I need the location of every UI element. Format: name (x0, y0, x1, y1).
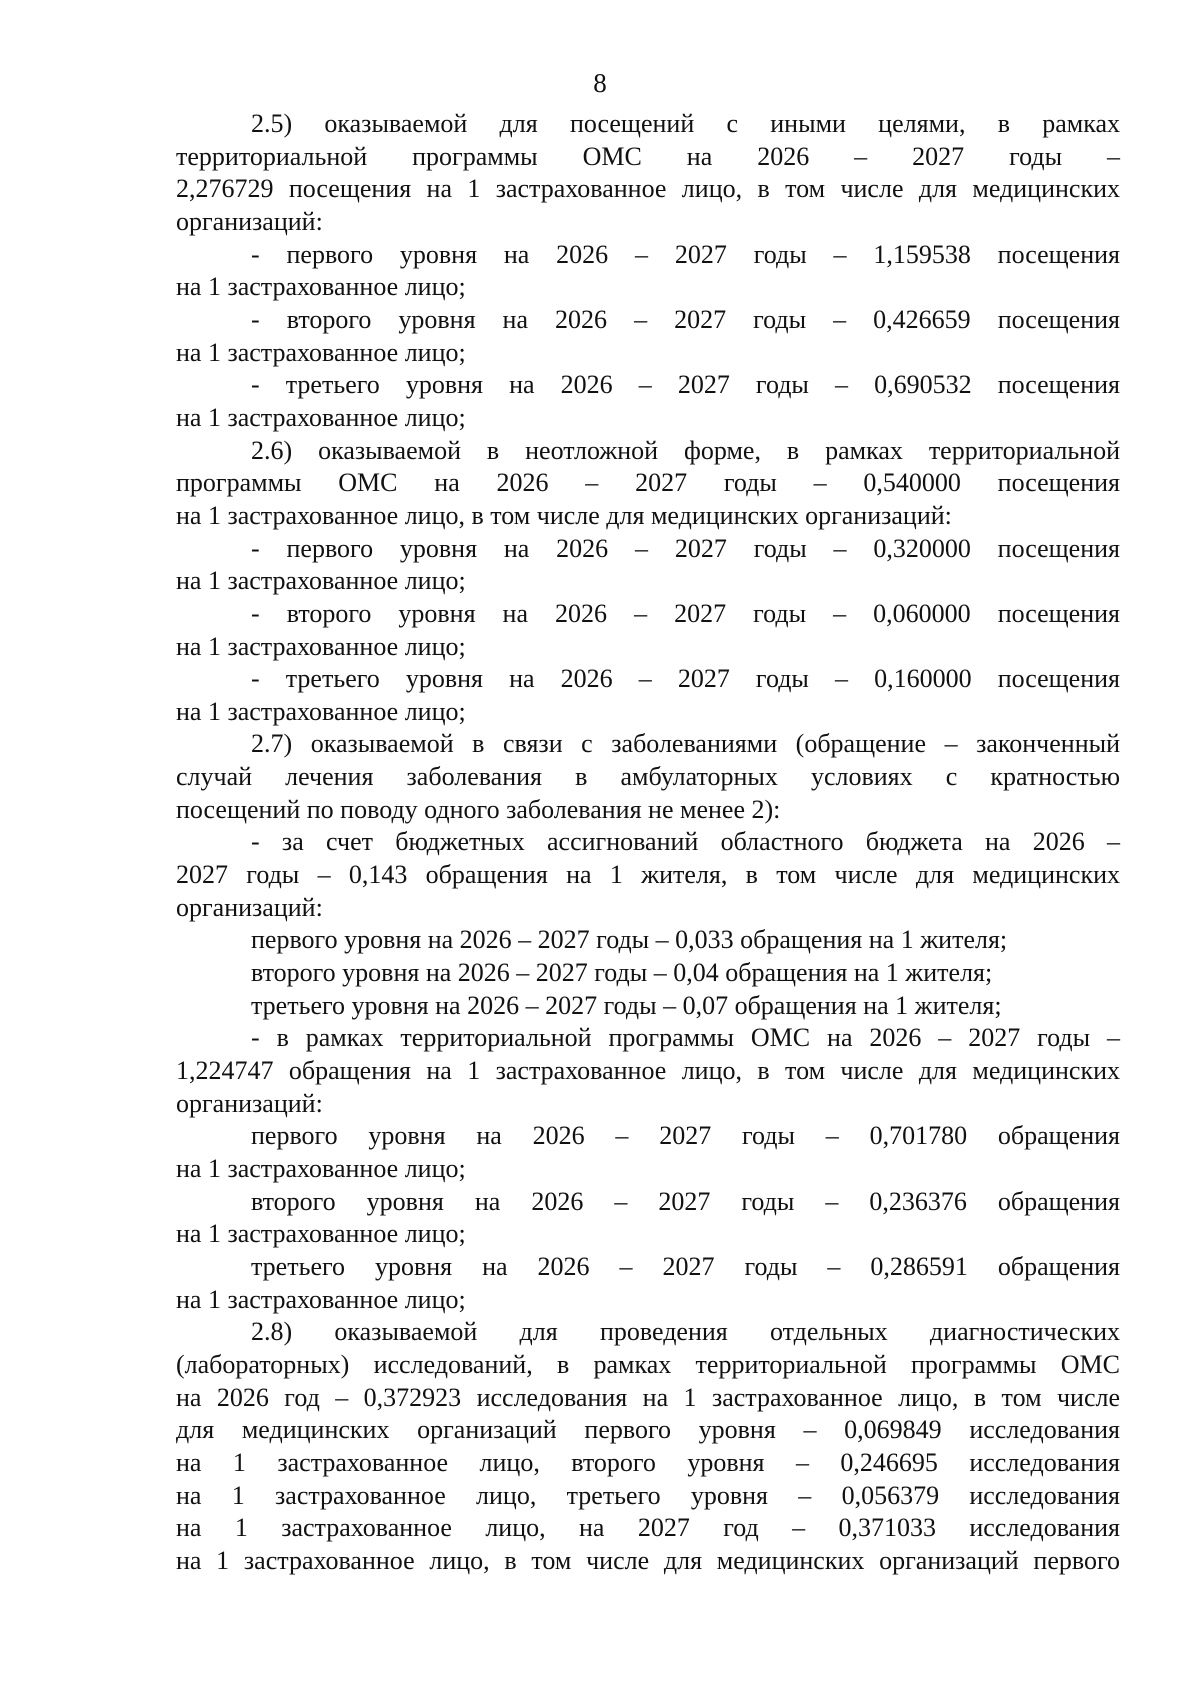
text-line: для медицинских организаций первого уровня – 0,069849 исследования (176, 1415, 1120, 1445)
text-line: третьего уровня на 2026 – 2027 годы – 0,07 обращения на 1 жителя; (251, 990, 1002, 1020)
text-line: - второго уровня на 2026 – 2027 годы – 0,060000 посещения (251, 598, 1120, 628)
text-line: на 1 застрахованное лицо; (176, 1284, 466, 1314)
text-line: на 1 застрахованное лицо; (176, 402, 466, 432)
text-line: на 1 застрахованное лицо; (176, 631, 466, 661)
document-body (176, 108, 1120, 1578)
text-line: на 1 застрахованное лицо; (176, 1219, 466, 1249)
text-line: (лабораторных) исследований, в рамках территориальной программы ОМС (176, 1349, 1120, 1379)
text-line: второго уровня на 2026 – 2027 годы – 0,04 обращения на 1 жителя; (251, 958, 993, 988)
text-line: 2.5) оказываемой для посещений с иными целями, в рамках (251, 109, 1120, 138)
text-line: первого уровня на 2026 – 2027 годы – 0,033 обращения на 1 жителя; (251, 925, 1008, 955)
text-line: на 1 застрахованное лицо, в том числе для медицинских организаций: (176, 500, 952, 530)
text-line: организаций: (176, 206, 323, 236)
text-line: второго уровня на 2026 – 2027 годы – 0,236376 обращения (251, 1186, 1120, 1216)
text-line: территориальной программы ОМС на 2026 – 2027 годы – (176, 141, 1120, 171)
text-line: 2.8) оказываемой для проведения отдельных диагностических (251, 1317, 1120, 1347)
text-line: организаций: (176, 892, 323, 922)
text-line: на 1 застрахованное лицо; (176, 1154, 466, 1183)
text-line: на 1 застрахованное лицо, третьего уровня – 0,056379 исследования (176, 1480, 1120, 1510)
text-line: на 1 застрахованное лицо, второго уровня – 0,246695 исследования (176, 1447, 1120, 1477)
text-line: на 1 застрахованное лицо, на 2027 год – 0,371033 исследования (176, 1513, 1120, 1543)
text-line: - третьего уровня на 2026 – 2027 годы – 0,690532 посещения (251, 370, 1120, 400)
text-line: на 1 застрахованное лицо; (176, 272, 466, 302)
text-line: на 1 застрахованное лицо, в том числе для медицинских организаций первого (176, 1545, 1120, 1575)
text-line: 2.7) оказываемой в связи с заболеваниями (обращение – законченный (251, 729, 1120, 759)
text-line: 2027 годы – 0,143 обращения на 1 жителя, в том числе для медицинских (176, 860, 1120, 890)
text-line: 2,276729 посещения на 1 застрахованное лицо, в том числе для медицинских (176, 174, 1120, 204)
text-line: на 1 застрахованное лицо; (176, 696, 466, 726)
text-line: на 1 застрахованное лицо; (176, 566, 466, 596)
text-line: организаций: (176, 1088, 323, 1118)
text-line: - первого уровня на 2026 – 2027 годы – 1,159538 посещения (251, 239, 1120, 269)
text-line: третьего уровня на 2026 – 2027 годы – 0,286591 обращения (251, 1251, 1120, 1281)
text-line: - за счет бюджетных ассигнований областного бюджета на 2026 – (251, 827, 1120, 857)
text-line: - второго уровня на 2026 – 2027 годы – 0,426659 посещения (251, 304, 1120, 334)
text-line: - третьего уровня на 2026 – 2027 годы – 0,160000 посещения (251, 664, 1120, 694)
text-line: на 2026 год – 0,372923 исследования на 1 застрахованное лицо, в том числе (176, 1382, 1120, 1412)
page-number: 8 (593, 68, 607, 98)
text-line: первого уровня на 2026 – 2027 годы – 0,701780 обращения (251, 1121, 1120, 1151)
text-line: - в рамках территориальной программы ОМС на 2026 – 2027 годы – (251, 1023, 1120, 1053)
text-line: 2.6) оказываемой в неотложной форме, в рамках территориальной (251, 435, 1120, 465)
text-line: случай лечения заболевания в амбулаторных условиях с кратностью (176, 762, 1120, 792)
text-line: 1,224747 обращения на 1 застрахованное лицо, в том числе для медицинских (176, 1056, 1120, 1086)
text-line: посещений по поводу одного заболевания не менее 2): (176, 794, 781, 824)
text-line: - первого уровня на 2026 – 2027 годы – 0,320000 посещения (251, 533, 1120, 563)
text-line: программы ОМС на 2026 – 2027 годы – 0,540000 посещения (176, 468, 1120, 498)
text-line: на 1 застрахованное лицо; (176, 337, 466, 367)
